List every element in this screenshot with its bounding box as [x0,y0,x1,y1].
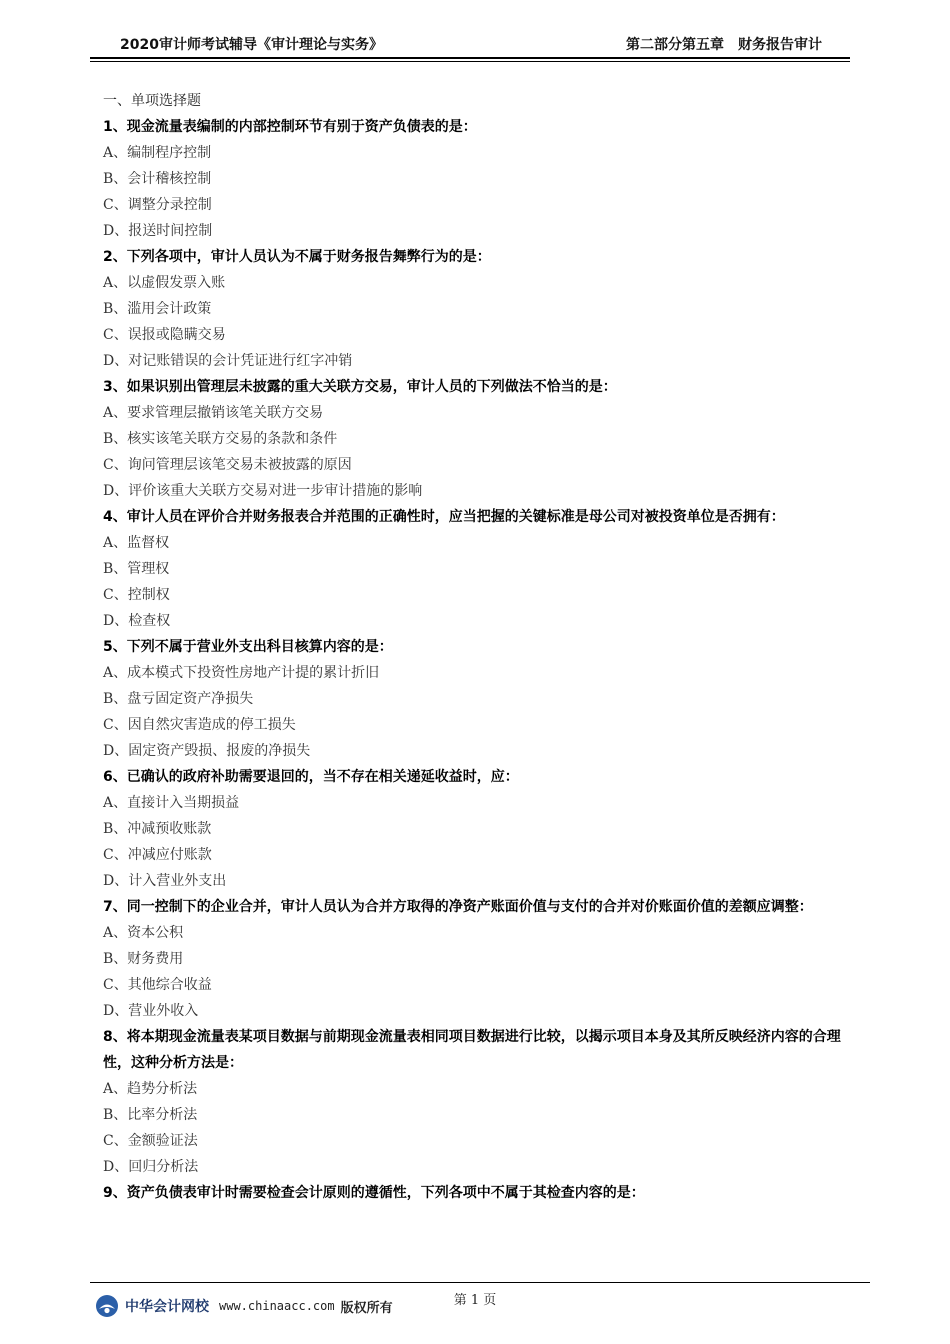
footer-rule [90,1282,870,1283]
answer-option: B、滥用会计政策 [103,301,212,317]
answer-option: A、成本模式下投资性房地产计提的累计折旧 [103,665,380,681]
answer-option: C、询问管理层该笔交易未被披露的原因 [103,457,352,473]
answer-option: B、会计稽核控制 [103,171,212,187]
answer-option: D、对记账错误的会计凭证进行红字冲销 [103,353,353,369]
footer-brand-name: 中华会计网校 [125,1299,209,1315]
answer-option: D、检查权 [103,613,171,629]
answer-option: B、核实该笔关联方交易的条款和条件 [103,431,338,447]
question-stem: 7、同一控制下的企业合并，审计人员认为合并方取得的净资产账面价值与支付的合并对价账面价值的差额应调整： [103,899,813,915]
answer-option: D、回归分析法 [103,1159,199,1175]
answer-option: B、管理权 [103,561,170,577]
header-rule [90,57,850,59]
question-stem: 5、下列不属于营业外支出科目核算内容的是： [103,639,393,655]
answer-option: A、编制程序控制 [103,145,212,161]
answer-option: D、营业外收入 [103,1003,199,1019]
question-list [103,114,855,1206]
header-chapter: 第二部分第五章 财务报告审计 [626,37,822,53]
footer-site-url: www.chinaacc.com [219,1299,335,1313]
answer-option: D、报送时间控制 [103,223,213,239]
chinaacc-logo-icon [95,1294,119,1318]
question-stem: 6、已确认的政府补助需要退回的，当不存在相关递延收益时，应： [103,769,519,785]
answer-option: C、冲减应付账款 [103,847,212,863]
answer-option: A、趋势分析法 [103,1081,198,1097]
answer-option: C、误报或隐瞒交易 [103,327,226,343]
document-body [103,88,855,1206]
header-rule-thin [90,61,850,62]
answer-option: A、以虚假发票入账 [103,275,226,291]
answer-option: D、计入营业外支出 [103,873,227,889]
answer-option: C、金额验证法 [103,1133,198,1149]
answer-option: A、监督权 [103,535,170,551]
question-stem: 4、审计人员在评价合并财务报表合并范围的正确性时，应当把握的关键标准是母公司对被投资单位是否拥有： [103,509,785,525]
answer-option: A、直接计入当期损益 [103,795,240,811]
page-header [90,34,850,56]
answer-option: C、调整分录控制 [103,197,212,213]
footer-copyright: 版权所有 [340,1300,393,1316]
header-title: 2020审计师考试辅导《审计理论与实务》 [120,37,383,53]
answer-option: B、盘亏固定资产净损失 [103,691,254,707]
answer-option: C、因自然灾害造成的停工损失 [103,717,296,733]
answer-option: D、固定资产毁损、报废的净损失 [103,743,311,759]
answer-option: B、财务费用 [103,951,184,967]
question-stem: 2、下列各项中，审计人员认为不属于财务报告舞弊行为的是： [103,249,491,265]
question-stem: 8、将本期现金流量表某项目数据与前期现金流量表相同项目数据进行比较，以揭示项目本身及其所反映经济内容的合理性，这种分析方法是： [103,1029,841,1071]
answer-option: B、比率分析法 [103,1107,198,1123]
footer-brand [95,1293,393,1319]
answer-option: A、资本公积 [103,925,184,941]
answer-option: C、其他综合收益 [103,977,212,993]
answer-option: B、冲减预收账款 [103,821,212,837]
question-stem: 3、如果识别出管理层未披露的重大关联方交易，审计人员的下列做法不恰当的是： [103,379,617,395]
answer-option: A、要求管理层撤销该笔关联方交易 [103,405,324,421]
question-stem: 9、资产负债表审计时需要检查会计原则的遵循性，下列各项中不属于其检查内容的是： [103,1185,645,1201]
question-stem: 1、现金流量表编制的内部控制环节有别于资产负债表的是： [103,119,477,135]
answer-option: D、评价该重大关联方交易对进一步审计措施的影响 [103,483,423,499]
page-number: 第 1 页 [453,1293,497,1308]
answer-option: C、控制权 [103,587,170,603]
section-title: 一、单项选择题 [103,93,201,109]
